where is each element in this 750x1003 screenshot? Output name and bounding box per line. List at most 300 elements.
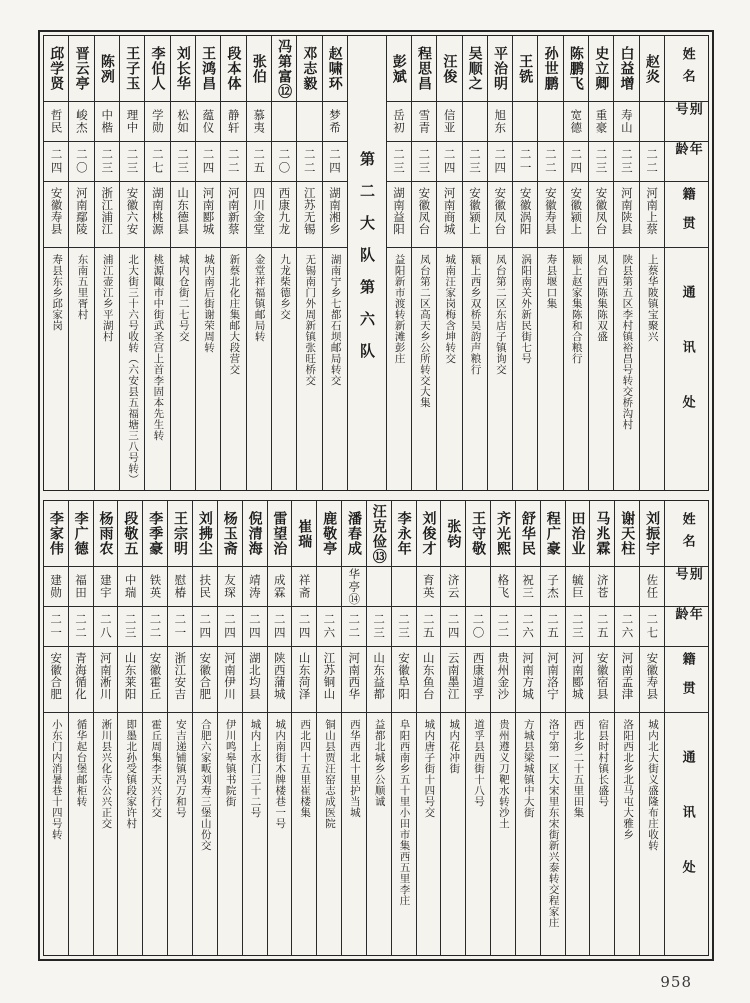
- alias-cell: [466, 567, 490, 607]
- alias-cell: 华亭⑭: [342, 567, 366, 607]
- alias-cell: [513, 102, 537, 142]
- origin-cell: 湖南湘乡: [323, 182, 347, 248]
- roster-entry: [44, 36, 68, 490]
- age-cell: 二〇: [466, 607, 490, 647]
- name-cell: 汪俊: [437, 36, 461, 102]
- origin-cell: 四川金堂: [247, 182, 271, 248]
- alias-cell: 佐任: [640, 567, 664, 607]
- name-cell: 孙世鹏: [538, 36, 562, 102]
- name-cell: 雷望治: [268, 501, 292, 567]
- roster-entry: [416, 501, 441, 955]
- address-cell: 凤台第二区东店子镇询交: [494, 254, 507, 375]
- roster-entry: [167, 501, 192, 955]
- name-cell: 马兆霖: [590, 501, 614, 567]
- alias-cell: [463, 102, 487, 142]
- roster-entry: [411, 36, 436, 490]
- age-cell: 二六: [317, 607, 341, 647]
- address-cell: 西北四十五里崔楼集: [299, 719, 312, 818]
- name-cell: 李家伟: [44, 501, 68, 567]
- origin-cell: 安徽霍丘: [143, 647, 167, 713]
- origin-cell: 陕西蒲城: [268, 647, 292, 713]
- address-cell: 洛宁第一区大宋里东宋街新兴泰转交程家庄: [547, 719, 560, 928]
- address-cell: 安吉递铺镇冯万和号: [174, 719, 187, 818]
- address-cell: 九龙柴德乡交: [278, 254, 291, 320]
- page-number: 958: [660, 973, 692, 991]
- name-cell: 汪克俭⑬: [367, 501, 391, 567]
- header-label: 籍贯: [665, 182, 708, 248]
- alias-cell: [640, 102, 664, 142]
- origin-cell: 河南新蔡: [221, 182, 245, 248]
- address-cell: 道孚县西街十八号: [473, 719, 486, 807]
- age-cell: 二四: [44, 142, 68, 182]
- name-cell: 李永年: [392, 501, 416, 567]
- age-cell: 二四: [268, 607, 292, 647]
- alias-cell: 格飞: [491, 567, 515, 607]
- name-cell: 史立卿: [589, 36, 613, 102]
- header-label: 通讯处: [679, 284, 695, 450]
- origin-cell: 河南方城: [516, 647, 540, 713]
- name-cell: 田治业: [566, 501, 590, 567]
- alias-cell: 岳初: [387, 102, 411, 142]
- origin-cell: 山东鱼台: [417, 647, 441, 713]
- header-label: 别号: [665, 102, 708, 142]
- alias-cell: 信亚: [437, 102, 461, 142]
- name-cell: 舒华民: [516, 501, 540, 567]
- roster-entry: [195, 36, 220, 490]
- roster-entry: [44, 501, 68, 955]
- age-cell: 二四: [437, 142, 461, 182]
- age-cell: 二三: [412, 142, 436, 182]
- age-cell: 二三: [171, 142, 195, 182]
- address-cell: 涡阳南关外新民街七号: [520, 254, 533, 364]
- roster-entry: [296, 36, 321, 490]
- name-cell: 段本体: [221, 36, 245, 102]
- address-cell: 新蔡北化庄集邮大段营交: [228, 254, 241, 375]
- age-cell: 二四: [323, 142, 347, 182]
- name-cell: 崔瑞: [292, 501, 316, 567]
- name-cell: 张钧: [441, 501, 465, 567]
- name-cell: 陈鹏飞: [564, 36, 588, 102]
- address-cell: 城内上水门三十二号: [249, 719, 262, 818]
- roster-entry: [487, 36, 512, 490]
- origin-cell: 河南鄢陵: [69, 182, 93, 248]
- roster-entry: [267, 501, 292, 955]
- name-cell: 潘春成: [342, 501, 366, 567]
- header-label: 通讯处: [679, 749, 695, 915]
- origin-cell: 浙江浦江: [95, 182, 119, 248]
- alias-cell: 济苍: [590, 567, 614, 607]
- address-cell: 城内南后街谢荣周转: [203, 254, 216, 353]
- origin-cell: 湖北均县: [243, 647, 267, 713]
- name-cell: 王宗明: [168, 501, 192, 567]
- alias-cell: 寿山: [614, 102, 638, 142]
- address-cell: 金堂祥福镇邮局转: [253, 254, 266, 342]
- name-cell: 杨玉斋: [218, 501, 242, 567]
- name-cell: 冯第富⑫: [272, 36, 296, 102]
- address-cell: 霍丘周集李天兴行交: [150, 719, 163, 818]
- header-column: [664, 501, 708, 955]
- address-cell: 合肥六家畈刘寿三堡山份交: [199, 719, 212, 851]
- origin-cell: 河南伊川: [218, 647, 242, 713]
- name-cell: 王子玉: [120, 36, 144, 102]
- alias-cell: 旭东: [488, 102, 512, 142]
- age-cell: 二〇: [272, 142, 296, 182]
- origin-cell: 湖南益阳: [387, 182, 411, 248]
- origin-cell: 江苏铜山: [317, 647, 341, 713]
- roster-table-bottom: [43, 500, 709, 956]
- age-cell: 二二: [640, 142, 664, 182]
- age-cell: 二三: [367, 607, 391, 647]
- origin-cell: 山东益都: [367, 647, 391, 713]
- roster-entry: [515, 501, 540, 955]
- origin-cell: 安徽合肥: [44, 647, 68, 713]
- roster-entry: [386, 36, 411, 490]
- age-cell: 二四: [243, 607, 267, 647]
- page-frame: [38, 30, 714, 961]
- age-cell: 二四: [196, 142, 220, 182]
- roster-entry: [142, 501, 167, 955]
- name-cell: 平治明: [488, 36, 512, 102]
- age-cell: 二四: [193, 607, 217, 647]
- age-cell: 二五: [417, 607, 441, 647]
- origin-cell: 山东莱阳: [118, 647, 142, 713]
- address-cell: 阜阳西南乡五十里小田市集西五里李庄: [398, 719, 411, 906]
- roster-table-top: [43, 35, 709, 491]
- address-cell: 城内北大街义盛隆布庄收转: [646, 719, 659, 851]
- alias-cell: 慕夷: [247, 102, 271, 142]
- alias-cell: 峻杰: [69, 102, 93, 142]
- age-cell: 二三: [95, 142, 119, 182]
- age-cell: 二四: [292, 607, 316, 647]
- alias-cell: 建宇: [94, 567, 118, 607]
- name-cell: 李季豪: [143, 501, 167, 567]
- alias-cell: 福田: [69, 567, 93, 607]
- roster-entry: [639, 36, 664, 490]
- header-label: 年龄: [665, 607, 708, 647]
- origin-cell: 江苏无锡: [297, 182, 321, 248]
- origin-cell: 安徽宿县: [590, 647, 614, 713]
- roster-entry: [217, 501, 242, 955]
- alias-cell: 育英: [417, 567, 441, 607]
- alias-cell: 扶民: [193, 567, 217, 607]
- age-cell: 二三: [120, 142, 144, 182]
- age-cell: 二四: [441, 607, 465, 647]
- alias-cell: [272, 102, 296, 142]
- alias-cell: 中瑞: [118, 567, 142, 607]
- roster-entry: [613, 36, 638, 490]
- address-cell: 西北乡二十五里田集: [572, 719, 585, 818]
- address-cell: 城内仓街二七号交: [177, 254, 190, 342]
- name-cell: 王铣: [513, 36, 537, 102]
- age-cell: 二三: [118, 607, 142, 647]
- name-cell: 王守敬: [466, 501, 490, 567]
- address-cell: 上蔡华陂镇宝聚兴: [646, 254, 659, 342]
- alias-cell: 成霖: [268, 567, 292, 607]
- roster-entry: [170, 36, 195, 490]
- address-cell: 方城县梁城镇中大街: [522, 719, 535, 818]
- origin-cell: 山东菏泽: [292, 647, 316, 713]
- alias-cell: [367, 567, 391, 607]
- origin-cell: 安徽六安: [120, 182, 144, 248]
- name-cell: 邓志毅: [297, 36, 321, 102]
- origin-cell: 云南墨江: [441, 647, 465, 713]
- origin-cell: 河南孟津: [615, 647, 639, 713]
- age-cell: 二五: [541, 607, 565, 647]
- address-cell: 颍上西乡双桥吴韵声粮行: [469, 254, 482, 375]
- name-cell: 刘长华: [171, 36, 195, 102]
- name-cell: 吴顺之: [463, 36, 487, 102]
- age-cell: 二二: [297, 142, 321, 182]
- age-cell: 二五: [590, 607, 614, 647]
- address-cell: 无锡南门外周新镇张旺桥交: [304, 254, 317, 386]
- roster-entry: [440, 501, 465, 955]
- address-cell: 城内唐子街十四号交: [423, 719, 436, 818]
- roster-entry: [144, 36, 169, 490]
- age-cell: 二三: [614, 142, 638, 182]
- name-cell: 王鸿昌: [196, 36, 220, 102]
- header-label: 籍贯: [665, 647, 708, 713]
- age-cell: 二三: [566, 607, 590, 647]
- alias-cell: [538, 102, 562, 142]
- alias-cell: 友琛: [218, 567, 242, 607]
- roster-entry: [465, 501, 490, 955]
- name-cell: 程广豪: [541, 501, 565, 567]
- origin-cell: 安徽寿县: [640, 647, 664, 713]
- age-cell: 二三: [387, 142, 411, 182]
- alias-cell: 雪青: [412, 102, 436, 142]
- age-cell: 二三: [392, 607, 416, 647]
- alias-cell: 松如: [171, 102, 195, 142]
- address-cell: 即墨北孙受镇段家许村: [125, 719, 138, 829]
- name-cell: 杨雨农: [94, 501, 118, 567]
- address-cell: 铜山县贾汪窑志成医院: [323, 719, 336, 829]
- name-cell: 李伯人: [145, 36, 169, 102]
- alias-cell: 靖涛: [243, 567, 267, 607]
- roster-entry: [512, 36, 537, 490]
- roster-entry: [94, 36, 119, 490]
- age-cell: 二二: [69, 607, 93, 647]
- origin-cell: 河南商城: [437, 182, 461, 248]
- alias-cell: 建勋: [44, 567, 68, 607]
- origin-cell: 安徽寿县: [538, 182, 562, 248]
- origin-cell: 安徽阜阳: [392, 647, 416, 713]
- age-cell: 二三: [463, 142, 487, 182]
- alias-cell: 祝三: [516, 567, 540, 607]
- header-column: [664, 36, 708, 490]
- origin-cell: 安徽凤台: [412, 182, 436, 248]
- alias-cell: [615, 567, 639, 607]
- origin-cell: 山东德县: [171, 182, 195, 248]
- alias-cell: 中楷: [95, 102, 119, 142]
- origin-cell: 湖南桃源: [145, 182, 169, 248]
- origin-cell: 西康九龙: [272, 182, 296, 248]
- age-cell: 二五: [247, 142, 271, 182]
- address-cell: 东南五里胥村: [76, 254, 89, 320]
- roster-entry: [68, 36, 93, 490]
- age-cell: 二一: [44, 607, 68, 647]
- address-cell: 城内花冲街: [448, 719, 461, 774]
- name-cell: 谢天柱: [615, 501, 639, 567]
- origin-cell: 河南淅川: [94, 647, 118, 713]
- name-cell: 段敬五: [118, 501, 142, 567]
- name-cell: 齐光熙: [491, 501, 515, 567]
- address-cell: 湖南宁乡七都石坝邮局转交: [329, 254, 342, 386]
- alias-cell: 梦希: [323, 102, 347, 142]
- header-label: 姓名: [665, 36, 708, 102]
- roster-entry: [639, 501, 664, 955]
- alias-cell: [297, 102, 321, 142]
- alias-cell: [317, 567, 341, 607]
- address-cell: 益都北城乡公顺诚: [373, 719, 386, 807]
- age-cell: 二二: [491, 607, 515, 647]
- address-cell: 陕县第五区李村镇裕昌号转交桥沟村: [621, 254, 634, 430]
- alias-cell: 子杰: [541, 567, 565, 607]
- origin-cell: 贵州金沙: [491, 647, 515, 713]
- name-cell: 鹿敬亭: [317, 501, 341, 567]
- alias-cell: [392, 567, 416, 607]
- header-label: 年龄: [665, 142, 708, 182]
- origin-cell: 河南郾城: [566, 647, 590, 713]
- roster-entry: [192, 501, 217, 955]
- roster-entry: [614, 501, 639, 955]
- origin-cell: 河南洛宁: [541, 647, 565, 713]
- address-cell: 淅川县兴化寺公兴正交: [100, 719, 113, 829]
- alias-cell: 祥斋: [292, 567, 316, 607]
- roster-entry: [119, 36, 144, 490]
- header-label: 姓名: [665, 501, 708, 567]
- alias-cell: 毓巨: [566, 567, 590, 607]
- alias-cell: 静轩: [221, 102, 245, 142]
- address-cell: 桃源陬市中街武圣宫上首李固本先生转: [152, 254, 165, 441]
- roster-entry: [271, 36, 296, 490]
- roster-entry: [540, 501, 565, 955]
- roster-entry: [490, 501, 515, 955]
- origin-cell: 安徽凤台: [488, 182, 512, 248]
- name-cell: 白益增: [614, 36, 638, 102]
- origin-cell: 河南郾城: [196, 182, 220, 248]
- roster-entry: [462, 36, 487, 490]
- name-cell: 邱学贤: [44, 36, 68, 102]
- address-cell: 益阳新市渡转新滩彭庄: [393, 254, 406, 364]
- alias-cell: 学勋: [145, 102, 169, 142]
- age-cell: 二一: [513, 142, 537, 182]
- origin-cell: 安徽涡阳: [513, 182, 537, 248]
- roster-entry: [588, 36, 613, 490]
- age-cell: 二二: [221, 142, 245, 182]
- origin-cell: 西康道孚: [466, 647, 490, 713]
- name-cell: 彭斌: [387, 36, 411, 102]
- roster-entry: [93, 501, 118, 955]
- age-cell: 二二: [538, 142, 562, 182]
- header-label: 别号: [665, 567, 708, 607]
- alias-cell: 铁英: [143, 567, 167, 607]
- address-cell: 凤台西陈集陈双盛: [596, 254, 609, 342]
- section-divider: 第二大队第六队: [347, 36, 386, 490]
- origin-cell: 安徽寿县: [44, 182, 68, 248]
- age-cell: 二七: [640, 607, 664, 647]
- alias-cell: 慰椿: [168, 567, 192, 607]
- address-cell: 洛阳西北乡北马屯大雅乡: [622, 719, 635, 840]
- alias-cell: 蕴仪: [196, 102, 220, 142]
- age-cell: 二二: [342, 607, 366, 647]
- roster-entry: [316, 501, 341, 955]
- address-cell: 浦江壶江乡平湖村: [101, 254, 114, 342]
- roster-entry: [589, 501, 614, 955]
- roster-entry: [436, 36, 461, 490]
- address-cell: 宿县时村镇长盛号: [597, 719, 610, 807]
- age-cell: 二二: [143, 607, 167, 647]
- age-cell: 二〇: [69, 142, 93, 182]
- roster-entry: [68, 501, 93, 955]
- age-cell: 二四: [564, 142, 588, 182]
- address-cell: 小东门内消暑巷十四号转: [50, 719, 63, 840]
- roster-entry: [117, 501, 142, 955]
- name-cell: 李广德: [69, 501, 93, 567]
- address-cell: 寿县东乡邱家岗: [51, 254, 64, 331]
- roster-entry: [242, 501, 267, 955]
- address-cell: 凤台第二区高天乡公所转交大集: [418, 254, 431, 408]
- name-cell: 张伯: [247, 36, 271, 102]
- address-cell: 颍上赵家集陈和合粮行: [570, 254, 583, 364]
- origin-cell: 河南陕县: [614, 182, 638, 248]
- name-cell: 刘俊才: [417, 501, 441, 567]
- address-cell: 城内南街木牌楼巷一号: [274, 719, 287, 829]
- roster-entry: [291, 501, 316, 955]
- alias-cell: 济云: [441, 567, 465, 607]
- address-cell: 寿县堰口集: [545, 254, 558, 309]
- roster-entry: [537, 36, 562, 490]
- address-cell: 循华起台堡邮柜转: [75, 719, 88, 807]
- age-cell: 二六: [516, 607, 540, 647]
- origin-cell: 安徽合肥: [193, 647, 217, 713]
- name-cell: 程思昌: [412, 36, 436, 102]
- origin-cell: 安徽颍上: [463, 182, 487, 248]
- age-cell: 二四: [488, 142, 512, 182]
- alias-cell: 理中: [120, 102, 144, 142]
- name-cell: 刘拂尘: [193, 501, 217, 567]
- age-cell: 二三: [589, 142, 613, 182]
- roster-entry: [322, 36, 347, 490]
- age-cell: 二七: [145, 142, 169, 182]
- roster-entry: [391, 501, 416, 955]
- name-cell: 刘振宇: [640, 501, 664, 567]
- roster-entry: [246, 36, 271, 490]
- address-cell: 城南汪家岗梅含坤转交: [444, 254, 457, 364]
- name-cell: 陈冽: [95, 36, 119, 102]
- origin-cell: 河南上蔡: [640, 182, 664, 248]
- alias-cell: 宽德: [564, 102, 588, 142]
- address-cell: 北大街三十六号收转（六安县五福塘三八号转）: [127, 254, 140, 485]
- alias-cell: 重豪: [589, 102, 613, 142]
- age-cell: 二六: [615, 607, 639, 647]
- age-cell: 二四: [218, 607, 242, 647]
- name-cell: 晋云亭: [69, 36, 93, 102]
- name-cell: 倪清海: [243, 501, 267, 567]
- roster-entry: [220, 36, 245, 490]
- origin-cell: 安徽颍上: [564, 182, 588, 248]
- origin-cell: 安徽凤台: [589, 182, 613, 248]
- roster-entry: [563, 36, 588, 490]
- origin-cell: 浙江安吉: [168, 647, 192, 713]
- address-cell: 贵州遵义刀靶水转沙土: [497, 719, 510, 829]
- origin-cell: 青海循化: [69, 647, 93, 713]
- address-cell: 伊川鸣皋镇书院街: [224, 719, 237, 807]
- age-cell: 二一: [168, 607, 192, 647]
- name-cell: 赵炎: [640, 36, 664, 102]
- address-cell: 西华西北十里护当城: [348, 719, 361, 818]
- name-cell: 赵啸环: [323, 36, 347, 102]
- origin-cell: 河南西华: [342, 647, 366, 713]
